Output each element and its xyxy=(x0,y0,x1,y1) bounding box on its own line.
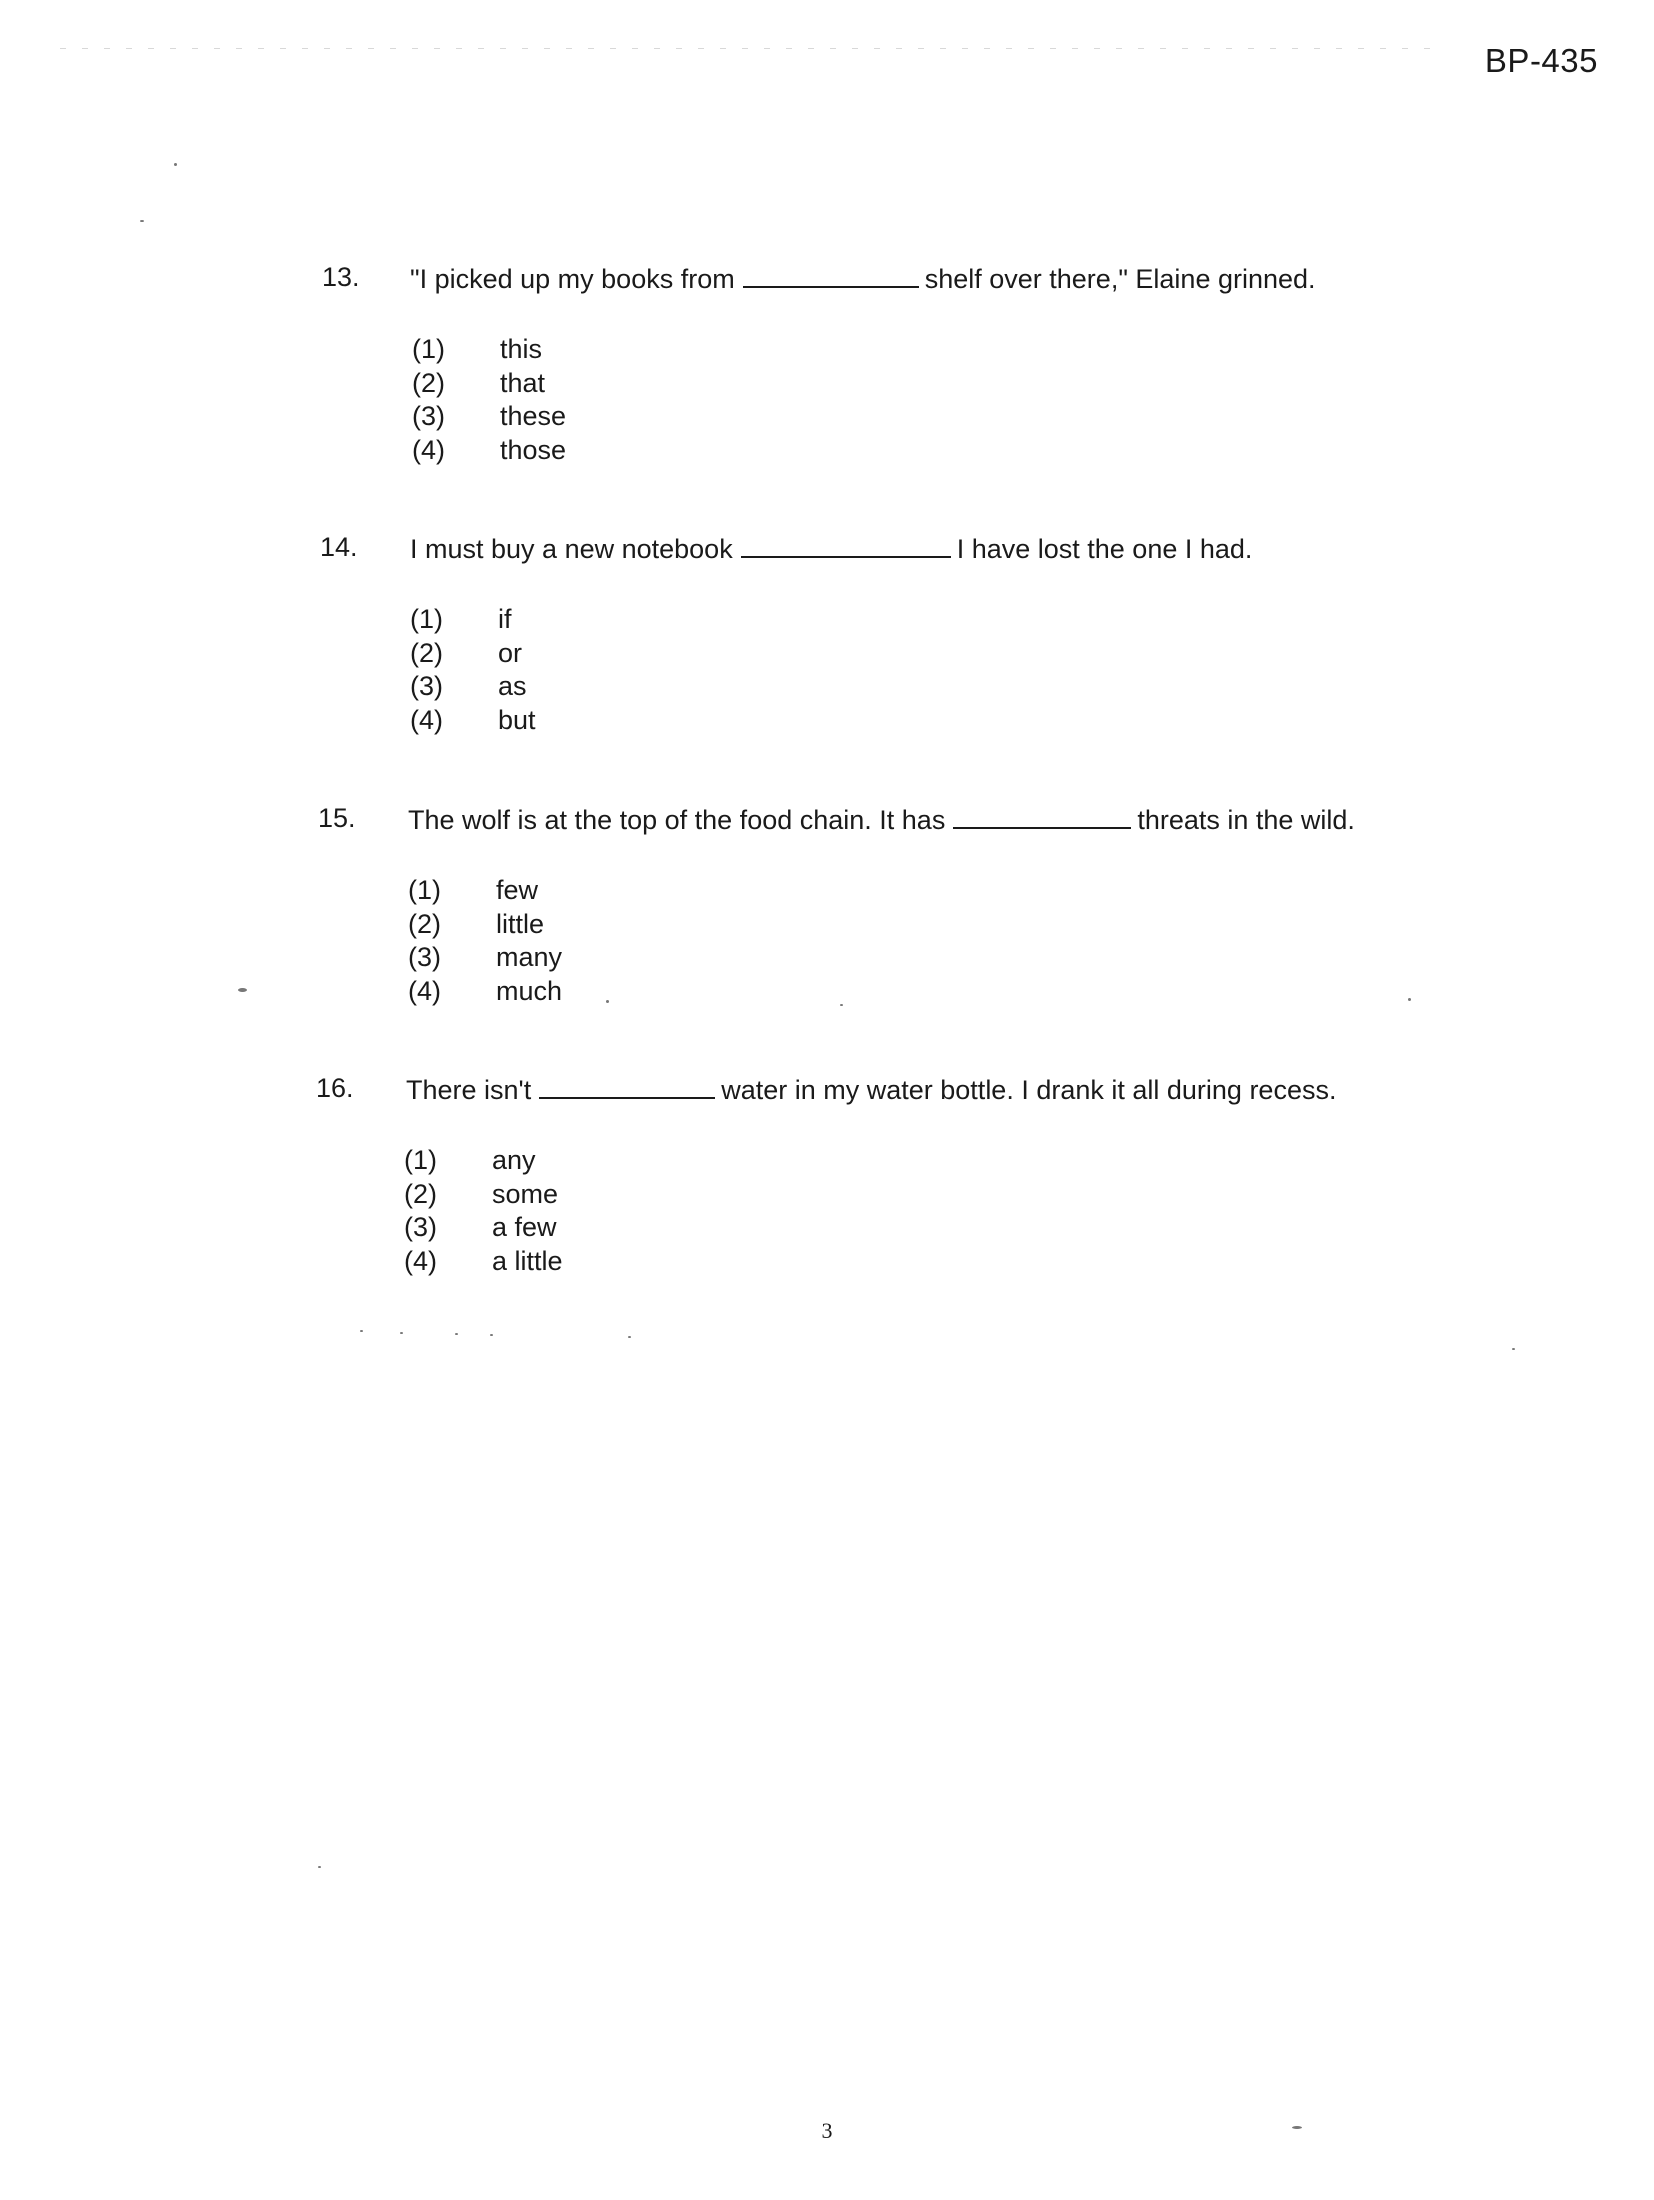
question-number: 16. xyxy=(316,1073,354,1103)
answer-blank xyxy=(743,264,919,288)
option-text: that xyxy=(500,367,546,398)
stem-after-blank: water in my water bottle. I drank it all during recess. xyxy=(721,1075,1337,1105)
stem-before-blank: The wolf is at the top of the food chain. It has xyxy=(408,805,946,835)
option-text: or xyxy=(498,637,523,668)
option-text: many xyxy=(496,942,563,972)
option-number: (4) xyxy=(404,1245,437,1276)
option-text: much xyxy=(496,975,563,1006)
scan-speck xyxy=(360,1330,363,1332)
option-text: those xyxy=(500,434,567,465)
answer-blank xyxy=(741,534,951,558)
option-number: (3) xyxy=(412,401,445,431)
question-stem xyxy=(410,534,1252,565)
option-number: (1) xyxy=(410,604,443,634)
scan-speck xyxy=(840,1004,843,1006)
scan-speck xyxy=(606,1000,609,1003)
stem-after-blank: I have lost the one I had. xyxy=(956,534,1253,564)
option-number: (1) xyxy=(408,875,441,905)
option-number: (3) xyxy=(408,942,441,972)
page-number: 3 xyxy=(821,2118,833,2143)
option-number: (2) xyxy=(412,367,445,398)
question-stem xyxy=(406,1075,1336,1106)
option-text: some xyxy=(492,1178,559,1209)
option-number: (3) xyxy=(404,1212,437,1242)
answer-blank xyxy=(953,805,1131,829)
stem-before-blank: "I picked up my books from xyxy=(410,264,735,294)
option-text: as xyxy=(498,671,527,701)
option-text: but xyxy=(498,704,536,735)
scan-artifact-line xyxy=(60,48,1440,49)
option-number: (3) xyxy=(410,671,443,701)
question-number: 15. xyxy=(318,803,356,833)
option-text: a little xyxy=(492,1245,563,1276)
option-text: any xyxy=(492,1145,536,1175)
stem-after-blank: threats in the wild. xyxy=(1137,805,1355,835)
scan-speck xyxy=(628,1336,631,1338)
stem-before-blank: I must buy a new notebook xyxy=(410,534,733,564)
option-number: (1) xyxy=(412,334,445,364)
scan-speck xyxy=(140,220,144,222)
option-text: little xyxy=(496,908,545,939)
document-code: BP-435 xyxy=(1484,42,1598,79)
question-number: 14. xyxy=(320,532,358,562)
stem-before-blank: There isn't xyxy=(406,1075,532,1105)
scan-speck xyxy=(400,1332,403,1334)
option-number: (4) xyxy=(408,975,441,1006)
answer-blank xyxy=(539,1075,715,1099)
option-number: (2) xyxy=(408,908,441,939)
scan-speck xyxy=(174,163,177,166)
option-text: a few xyxy=(492,1212,557,1242)
question-stem xyxy=(410,264,1316,295)
option-text: if xyxy=(498,604,512,634)
option-text: few xyxy=(496,875,539,905)
option-text: these xyxy=(500,401,567,431)
option-number: (4) xyxy=(412,434,445,465)
scan-speck xyxy=(490,1334,493,1336)
scan-speck xyxy=(455,1333,458,1335)
scan-speck xyxy=(318,1866,321,1868)
question-number: 13. xyxy=(322,262,360,292)
option-number: (4) xyxy=(410,704,443,735)
option-number: (2) xyxy=(404,1178,437,1209)
option-text: this xyxy=(500,334,543,364)
scan-speck xyxy=(1512,1348,1515,1350)
question-stem xyxy=(408,805,1355,836)
stem-after-blank: shelf over there," Elaine grinned. xyxy=(924,264,1316,294)
scan-speck xyxy=(1408,998,1411,1001)
scan-speck xyxy=(238,988,247,992)
option-number: (1) xyxy=(404,1145,437,1175)
option-number: (2) xyxy=(410,637,443,668)
